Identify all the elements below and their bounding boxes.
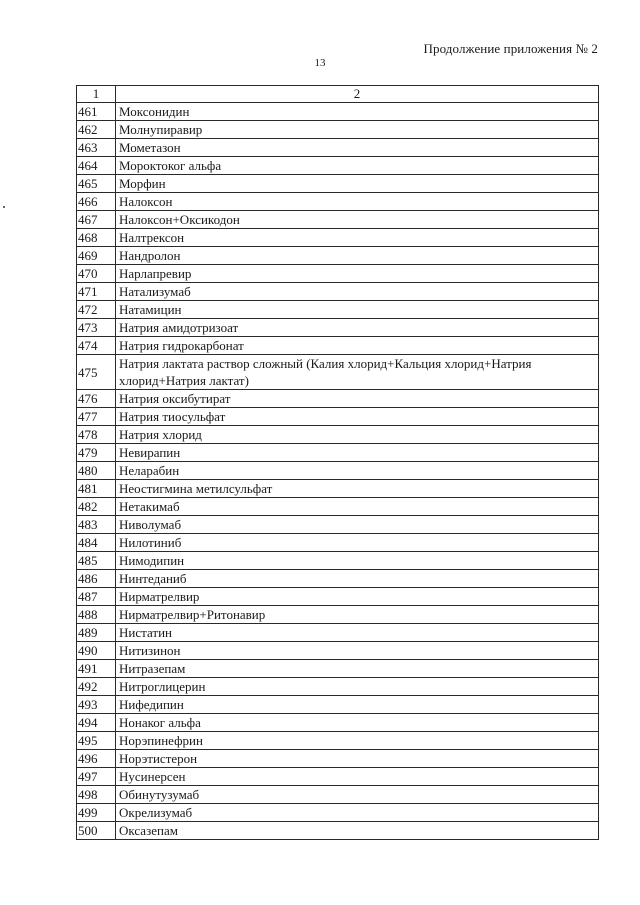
row-number: 471 (77, 283, 116, 301)
table-row (77, 822, 599, 840)
table-row (77, 157, 599, 175)
row-number: 492 (77, 678, 116, 696)
column-header-name: 2 (116, 86, 599, 103)
table-row (77, 696, 599, 714)
table-row (77, 319, 599, 337)
row-number: 475 (77, 355, 116, 390)
drug-name: Налтрексон (116, 229, 599, 247)
row-number: 479 (77, 444, 116, 462)
row-number: 476 (77, 390, 116, 408)
drug-name: Неостигмина метилсульфат (116, 480, 599, 498)
table-row (77, 175, 599, 193)
row-number: 472 (77, 301, 116, 319)
table-row (77, 426, 599, 444)
table-row (77, 714, 599, 732)
drug-name: Моксонидин (116, 103, 599, 121)
table-row (77, 804, 599, 822)
row-number: 470 (77, 265, 116, 283)
drug-name: Морфин (116, 175, 599, 193)
drug-name: Мороктоког альфа (116, 157, 599, 175)
row-number: 485 (77, 552, 116, 570)
row-number: 486 (77, 570, 116, 588)
table-row (77, 750, 599, 768)
row-number: 491 (77, 660, 116, 678)
row-number: 500 (77, 822, 116, 840)
scan-mark (3, 206, 5, 208)
drug-name: Нитизинон (116, 642, 599, 660)
table-row (77, 588, 599, 606)
row-number: 480 (77, 462, 116, 480)
table-row (77, 265, 599, 283)
drug-list-table (76, 85, 599, 840)
page-number: 13 (314, 57, 326, 69)
table-row (77, 229, 599, 247)
table-row (77, 444, 599, 462)
drug-name: Нитразепам (116, 660, 599, 678)
row-number: 498 (77, 786, 116, 804)
table-row (77, 480, 599, 498)
row-number: 495 (77, 732, 116, 750)
drug-name: Молнупиравир (116, 121, 599, 139)
drug-name: Норэпинефрин (116, 732, 599, 750)
drug-name: Нинтеданиб (116, 570, 599, 588)
row-number: 493 (77, 696, 116, 714)
table-row (77, 606, 599, 624)
drug-name: Нистатин (116, 624, 599, 642)
drug-name: Нарлапревир (116, 265, 599, 283)
row-number: 499 (77, 804, 116, 822)
table-row (77, 768, 599, 786)
drug-name: Натрия оксибутират (116, 390, 599, 408)
drug-name: Нусинерсен (116, 768, 599, 786)
drug-name: Налоксон+Оксикодон (116, 211, 599, 229)
drug-name: Невирапин (116, 444, 599, 462)
appendix-continuation-heading: Продолжение приложения № 2 (423, 41, 598, 56)
row-number: 473 (77, 319, 116, 337)
row-number: 487 (77, 588, 116, 606)
row-number: 489 (77, 624, 116, 642)
row-number: 478 (77, 426, 116, 444)
row-number: 462 (77, 121, 116, 139)
table-row (77, 355, 599, 390)
table-row (77, 139, 599, 157)
row-number: 488 (77, 606, 116, 624)
drug-name: Норэтистерон (116, 750, 599, 768)
drug-name: Ниволумаб (116, 516, 599, 534)
drug-name: Натрия лактата раствор сложный (Калия хлорид+Кальция хлорид+Натрия хлорид+Натрия лактат) (116, 355, 599, 390)
drug-name: Нимодипин (116, 552, 599, 570)
table-row (77, 624, 599, 642)
table-row (77, 390, 599, 408)
drug-name: Нетакимаб (116, 498, 599, 516)
table-row (77, 642, 599, 660)
row-number: 484 (77, 534, 116, 552)
drug-name: Обинутузумаб (116, 786, 599, 804)
table-row (77, 660, 599, 678)
table-row (77, 337, 599, 355)
row-number: 482 (77, 498, 116, 516)
column-header-number: 1 (77, 86, 116, 103)
table-row (77, 211, 599, 229)
table-row (77, 732, 599, 750)
table-row (77, 121, 599, 139)
row-number: 474 (77, 337, 116, 355)
row-number: 496 (77, 750, 116, 768)
table-row (77, 552, 599, 570)
row-number: 461 (77, 103, 116, 121)
table-header-row (77, 86, 599, 103)
table-row (77, 408, 599, 426)
drug-name: Налоксон (116, 193, 599, 211)
table-row (77, 247, 599, 265)
drug-name: Нонаког альфа (116, 714, 599, 732)
drug-name: Нифедипин (116, 696, 599, 714)
table-row (77, 283, 599, 301)
drug-name: Натрия гидрокарбонат (116, 337, 599, 355)
table-row (77, 193, 599, 211)
table-row (77, 786, 599, 804)
drug-name: Нирматрелвир (116, 588, 599, 606)
drug-name: Натрия амидотризоат (116, 319, 599, 337)
row-number: 481 (77, 480, 116, 498)
row-number: 469 (77, 247, 116, 265)
row-number: 497 (77, 768, 116, 786)
drug-name: Натамицин (116, 301, 599, 319)
row-number: 494 (77, 714, 116, 732)
drug-name: Окрелизумаб (116, 804, 599, 822)
table-row (77, 462, 599, 480)
drug-name: Нилотиниб (116, 534, 599, 552)
row-number: 468 (77, 229, 116, 247)
row-number: 463 (77, 139, 116, 157)
drug-name: Натрия хлорид (116, 426, 599, 444)
row-number: 477 (77, 408, 116, 426)
row-number: 490 (77, 642, 116, 660)
drug-name: Натрия тиосульфат (116, 408, 599, 426)
table-row (77, 516, 599, 534)
table-row (77, 103, 599, 121)
drug-name: Мометазон (116, 139, 599, 157)
drug-name: Нандролон (116, 247, 599, 265)
table-row (77, 498, 599, 516)
table-row (77, 570, 599, 588)
drug-name: Неларабин (116, 462, 599, 480)
row-number: 465 (77, 175, 116, 193)
table-row (77, 678, 599, 696)
row-number: 483 (77, 516, 116, 534)
table-row (77, 534, 599, 552)
row-number: 467 (77, 211, 116, 229)
drug-name: Нирматрелвир+Ритонавир (116, 606, 599, 624)
drug-name: Натализумаб (116, 283, 599, 301)
row-number: 466 (77, 193, 116, 211)
row-number: 464 (77, 157, 116, 175)
drug-name: Нитроглицерин (116, 678, 599, 696)
table-row (77, 301, 599, 319)
drug-name: Оксазепам (116, 822, 599, 840)
